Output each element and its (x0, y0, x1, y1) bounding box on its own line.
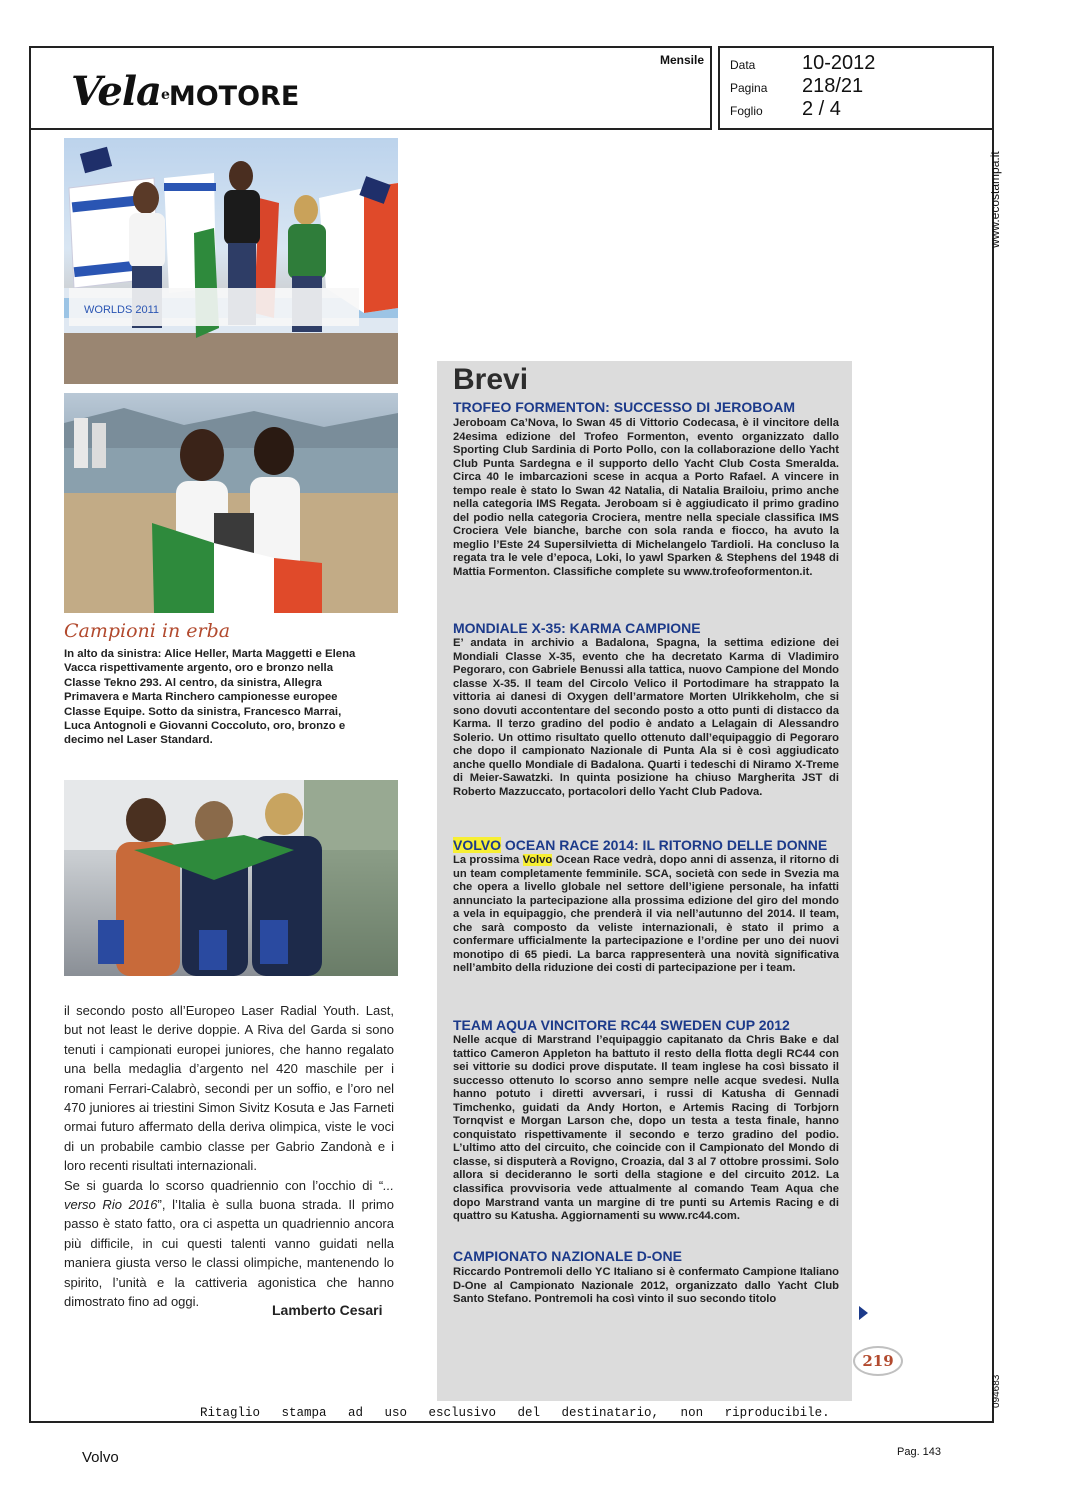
item4-body: Nelle acque di Marstrand l’equipaggio capitanato da Chris Bake e dal tattico Cameron Appleton ha battuto il resto della flotta degli RC44 con sei vittorie su dodici prove disputate. Il team inglese ha così bissato il successo ottenuto lo scorso anno sempre nelle acque svedesi. Nulla hanno potuto i diretti avversari, i russi di Katusha di Gennadi Timchenko, guidati da Andy Horton, e Artemis Racing di Torbjorn Tornqvist e Morgan Larson che, dopo un testa a testa finale, hanno conquistato rispettivamente il secondo e terzo gradino del podio. L’ultimo atto del circuito, che coincide con il Campionato del Mondo di classe, si disputerà a Rovigno, Croazia, dal 3 al 7 ottobre prossimi. Solo allora si decideranno le sorti della stagione e del circuito 2012. La classifica provvisoria vede attualmente al comando Team Aqua che dopo Marstrand vanta un margine di tre punti su Artemis Racing e di quattro su Katusha. Aggiornamenti su www.rc44.com. (453, 1034, 839, 1223)
brevi-title: Brevi (453, 363, 529, 396)
caption-text: In alto da sinistra: Alice Heller, Marta Maggetti e Elena Vacca rispettivamente argento, oro e bronzo nella Classe Tekno 293. Al centro, da sinistra, Allegra Primavera e Marta Rinchero campionesse europee Classe Equipe. Sotto da sinistra, Francesco Marrai, Luca Antognoli e Giovanni Coccoluto, oro, bronzo e decimo nel Laser Standard. (64, 648, 356, 747)
frequency-label: Mensile (659, 53, 704, 67)
article-paragraph-2b: ”, l’Italia è sulla buona strada. Il primo passo è stato fatto, ora ci aspetta un quadriennio ancora più difficile, in cui questi talenti vanno guidati nella maniera giusta verso le classi olimpiche, mantenendo lo spirito, l’unità e la cattiveria agonistica che hanno dimostrato fino ad oggi. (64, 1197, 394, 1310)
item3-body-a: La prossima (453, 854, 523, 866)
footer-keyword: Volvo (82, 1449, 119, 1466)
item3-body-b: Ocean Race vedrà, dopo anni di assenza, il ritorno di un team completamente femminile. SCA, società con sede in Svezia ma che opera a livello globale nel settore dell’igiene personale, ha infatti annunciato la partecipazione alla prossima edizione del giro del mondo a vela in equipaggio, che prenderà il via nell’autunno del 2014. Il team, che sarà composto da veliste internazionali, è stato il primo a confermare ufficialmente la partecipazione e l’ordine per uno dei nuovi monotipo di 65 piedi. La barca rappresenterà una novità significativa nell’ambito della riduzione dei costi di partecipazione per i team. (453, 854, 839, 975)
item5-title: CAMPIONATO NAZIONALE D-ONE (453, 1248, 682, 1264)
item2-body: E’ andata in archivio a Badalona, Spagna, la settima edizione dei Mondiali Classe X-35, evento che ha decretato Karma di Vladimiro Pegoraro, con Gabriele Benussi alla tattica, nuovo Campione del Mondo classe X-35. Il team del Circolo Velico il Portodimare ha strappato la vittoria ai danesi di Oxygen dell’armatore Morten Ulrikkeholm, che si sono dovuti accontentare del secondo posto a otto punti di distacco da Karma. Il terzo gradino del podio è andato a Lelagain di Alessandro Solerio. Un ottimo risultato quello ottenuto dall’equipaggio di Pegoraro che dopo il campionato Nazionale di Punta Ala si è così aggiudicato anche quello Mondiale di Badalona. Quarti i tedeschi di Niramo X-Treme di Meier-Sawatzki. In quinta posizione ha chiuso Margherita JST di Roberto Mazzuccato, portacolori dello Yacht Club Padova. (453, 637, 839, 799)
foglio-value: 2 / 4 (802, 98, 841, 120)
item3-title (453, 837, 853, 853)
magazine-logo (71, 68, 299, 115)
page-number-badge: 219 (853, 1346, 903, 1376)
laser-photo (64, 780, 398, 976)
data-row (730, 52, 876, 74)
masthead-box (29, 46, 712, 130)
brevi-panel (437, 361, 852, 1401)
article-paragraph-2a: Se si guarda lo scorso quadriennio con l’occhio di “ (64, 1177, 384, 1193)
equipe-photo (64, 393, 398, 613)
data-value: 10-2012 (802, 52, 876, 74)
foglio-row (730, 98, 841, 120)
item1-body: Jeroboam Ca’Nova, lo Swan 45 di Vittorio Codecasa, è il vincitore della 24esima edizione del Trofeo Formenton, evento organizzato dallo Sporting Club Sardinia di Porto Pollo, con la collaborazione dello Yacht Club Punta Sardegna e il supporto dello Yacht Club Costa Smeralda. Circa 40 le imbarcazioni scese in acqua a Porto Rafael. A vincere in tempo reale è stato lo Swan 42 Natalia, di Natalia Brailoiu, primo anche nella categoria IMS Regata. Jeroboam si è aggiudicato il primo gradino del podio nella categoria Crociera, mentre nella speciale classifica IMS Crociera Vele bianche, barche con sola randa e fiocco, ha avuto la meglio l’Este 24 Supersilvietta di Michelangelo Tardioli. Ha concluso la regata tra le vele d’epoca, Loki, lo yawl Sparken & Stephens del 1948 di Mattia Formenton. Classifiche complete su www.trofeoformenton.it. (453, 417, 839, 579)
article-paragraph-1: il secondo posto all’Europeo Laser Radial Youth. Last, but not least le derive doppie. A Riva del Garda si sono tenuti i campionati europei juniores, che hanno regalato una bella medaglia d’argento nel 420 maschile per i romani Ferrari-Calabrò, secondi per un soffio, e l’oro nel 470 juniores ai triestini Simon Sivitz Kosuta e Jas Farneti ormai futuro affermato della deriva olimpica, viste le voci di un probabile cambio classe per Gabrio Zandonà e i loro recenti risultati internazionali. (64, 1003, 394, 1174)
podium-photo (64, 138, 398, 384)
item4-title: TEAM AQUA VINCITORE RC44 SWEDEN CUP 2012 (453, 1017, 790, 1033)
caption-title: Campioni in erba (64, 620, 231, 642)
item3-title-highlight: VOLVO (453, 837, 501, 853)
disclaimer: Ritaglio stampa ad uso esclusivo del destinatario, non riproducibile. (200, 1406, 830, 1420)
foglio-label: Foglio (730, 104, 763, 118)
pagina-value: 218/21 (802, 75, 864, 97)
item3-body-highlight: Volvo (522, 854, 553, 866)
item5-body: Riccardo Pontremoli dello YC Italiano si è confermato Campione Italiano D-One al Campionato Nazionale 2012, organizzato dallo Yacht Club Santo Stefano. Pontremoli ha così vinto il suo secondo titolo (453, 1266, 839, 1306)
author-name: Lamberto Cesari (272, 1302, 383, 1318)
data-label: Data (730, 58, 756, 72)
item3-title-rest: OCEAN RACE 2014: IL RITORNO DELLE DONNE (500, 837, 828, 853)
side-code: 094683 (991, 1374, 1002, 1408)
logo-motore: MOTORE (168, 81, 300, 112)
metadata-box (718, 46, 994, 130)
podium-illustration (64, 138, 398, 384)
equipe-illustration (64, 393, 398, 613)
article-body (64, 1001, 394, 1312)
side-url: www.ecostampa.it (988, 151, 1002, 248)
svg-text:WORLDS 2011: WORLDS 2011 (84, 304, 159, 316)
footer-page: Pag. 143 (897, 1446, 942, 1458)
pagina-label: Pagina (730, 81, 768, 95)
continue-arrow-icon (859, 1306, 868, 1320)
logo-vela: Vela (71, 68, 161, 115)
pagina-row (730, 75, 864, 97)
item1-title: TROFEO FORMENTON: SUCCESSO DI JEROBOAM (453, 399, 795, 415)
article-paragraph-2-em: ... verso Rio 2016 (64, 1177, 394, 1213)
logo-e: e (160, 87, 169, 103)
item2-title: MONDIALE X-35: KARMA CAMPIONE (453, 620, 701, 636)
laser-illustration (64, 780, 398, 976)
item3-body (453, 854, 839, 976)
